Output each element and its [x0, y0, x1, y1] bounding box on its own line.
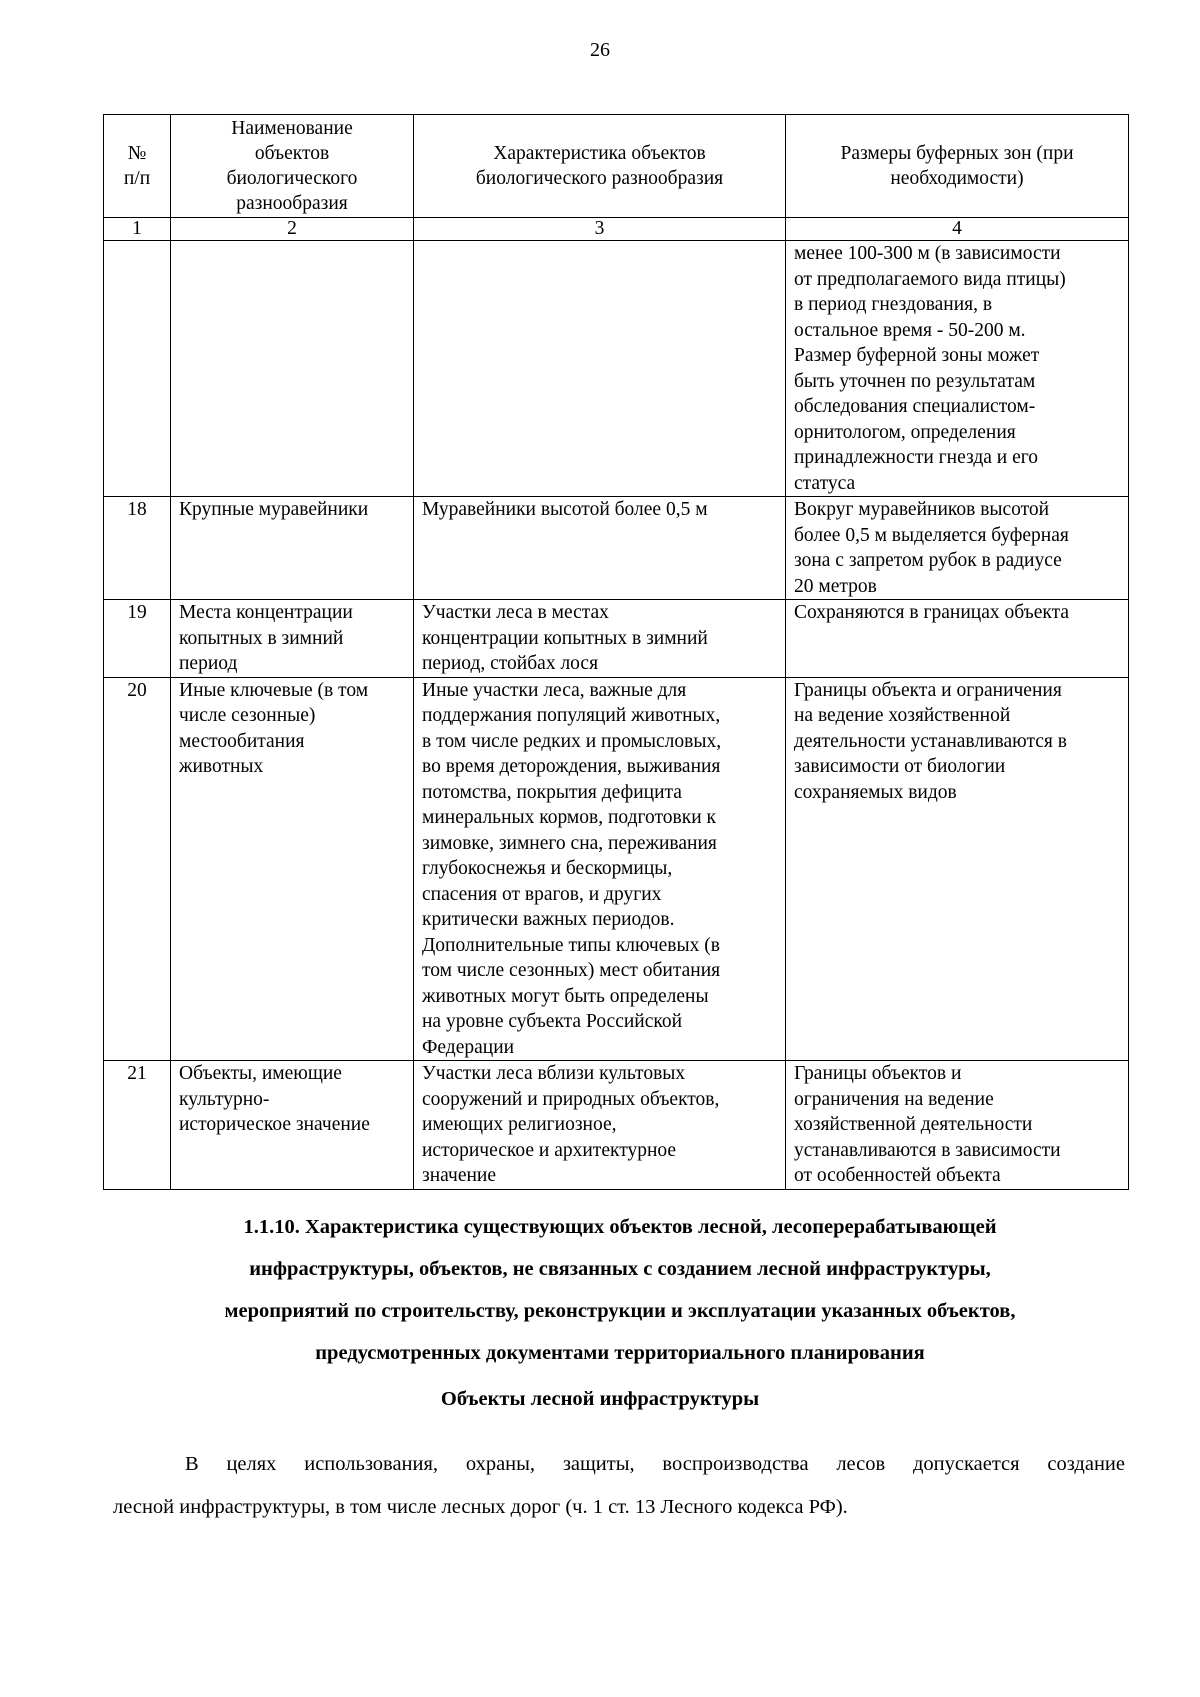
row-object-name: Места концентрации копытных в зимний период: [171, 600, 414, 678]
column-number-3: 3: [414, 218, 786, 241]
row-number: [104, 241, 171, 497]
row-buffer-zone: Сохраняются в границах объекта: [786, 600, 1129, 678]
header-object-name: Наименование объектов биологического разнообразия: [171, 115, 414, 218]
row-number: 21: [104, 1061, 171, 1190]
table-row: [104, 1061, 1129, 1190]
header-buffer-zone: Размеры буферных зон (при необходимости): [786, 115, 1129, 218]
section-heading-line: мероприятий по строительству, реконструкции и эксплуатации указанных объектов,: [224, 1300, 1016, 1322]
row-object-name: Объекты, имеющие культурно- историческое значение: [171, 1061, 414, 1190]
column-number-2: 2: [171, 218, 414, 241]
row-buffer-zone: Границы объекта и ограничения на ведение хозяйственной деятельности устанавливаются в зависимости от биологии сохраняемых видов: [786, 677, 1129, 1061]
paragraph-line: В целях использования, охраны, защиты, воспроизводства лесов допускается создание: [185, 1453, 1125, 1475]
body-paragraph: [113, 1443, 1125, 1529]
row-number: 19: [104, 600, 171, 678]
section-heading-line: 1.1.10. Характеристика существующих объектов лесной, лесоперерабатывающей: [243, 1216, 997, 1238]
section-heading-line: инфраструктуры, объектов, не связанных с созданием лесной инфраструктуры,: [249, 1258, 991, 1280]
section-heading: [110, 1206, 1130, 1374]
row-buffer-zone: Границы объектов и ограничения на ведение хозяйственной деятельности устанавливаются в зависимости от особенностей объекта: [786, 1061, 1129, 1190]
table-row: [104, 600, 1129, 678]
biodiversity-objects-table: [103, 114, 1129, 1190]
column-number-row: [104, 218, 1129, 241]
row-buffer-zone: менее 100-300 м (в зависимости от предполагаемого вида птицы) в период гнездования, в остальное время - 50-200 м. Размер буферной зоны может быть уточнен по результатам обследования специалистом- орнитологом, определения принадлежности гнезда и его статуса: [786, 241, 1129, 497]
subheading: Объекты лесной инфраструктуры: [440, 1388, 760, 1410]
table-header-row: [104, 115, 1129, 218]
row-number: 18: [104, 497, 171, 600]
column-number-4: 4: [786, 218, 1129, 241]
header-characteristic: Характеристика объектов биологического разнообразия: [414, 115, 786, 218]
row-characteristic: Иные участки леса, важные для поддержания популяций животных, в том числе редких и промысловых, во время деторождения, выживания потомства, покрытия дефицита минеральных кормов, подготовки к зимовке, зимнего сна, переживания глубокоснежья и бескормицы, спасения от врагов, и других критически важных периодов. Дополнительные типы ключевых (в том числе сезонных) мест обитания животных могут быть определены на уровне субъекта Российской Федерации: [414, 677, 786, 1061]
section-heading-line: предусмотренных документами территориального планирования: [315, 1342, 925, 1364]
header-number: № п/п: [104, 115, 171, 218]
table-row: [104, 677, 1129, 1061]
row-buffer-zone: Вокруг муравейников высотой более 0,5 м выделяется буферная зона с запретом рубок в радиусе 20 метров: [786, 497, 1129, 600]
row-number: 20: [104, 677, 171, 1061]
column-number-1: 1: [104, 218, 171, 241]
row-characteristic: Участки леса в местах концентрации копытных в зимний период, стойбах лося: [414, 600, 786, 678]
row-object-name: Иные ключевые (в том числе сезонные) местообитания животных: [171, 677, 414, 1061]
row-characteristic: [414, 241, 786, 497]
row-object-name: Крупные муравейники: [171, 497, 414, 600]
row-characteristic: Участки леса вблизи культовых сооружений и природных объектов, имеющих религиозное, историческое и архитектурное значение: [414, 1061, 786, 1190]
page-number: 26: [590, 39, 610, 61]
table-row: [104, 241, 1129, 497]
paragraph-line: лесной инфраструктуры, в том числе лесных дорог (ч. 1 ст. 13 Лесного кодекса РФ).: [113, 1496, 848, 1518]
row-characteristic: Муравейники высотой более 0,5 м: [414, 497, 786, 600]
row-object-name: [171, 241, 414, 497]
table-row: [104, 497, 1129, 600]
